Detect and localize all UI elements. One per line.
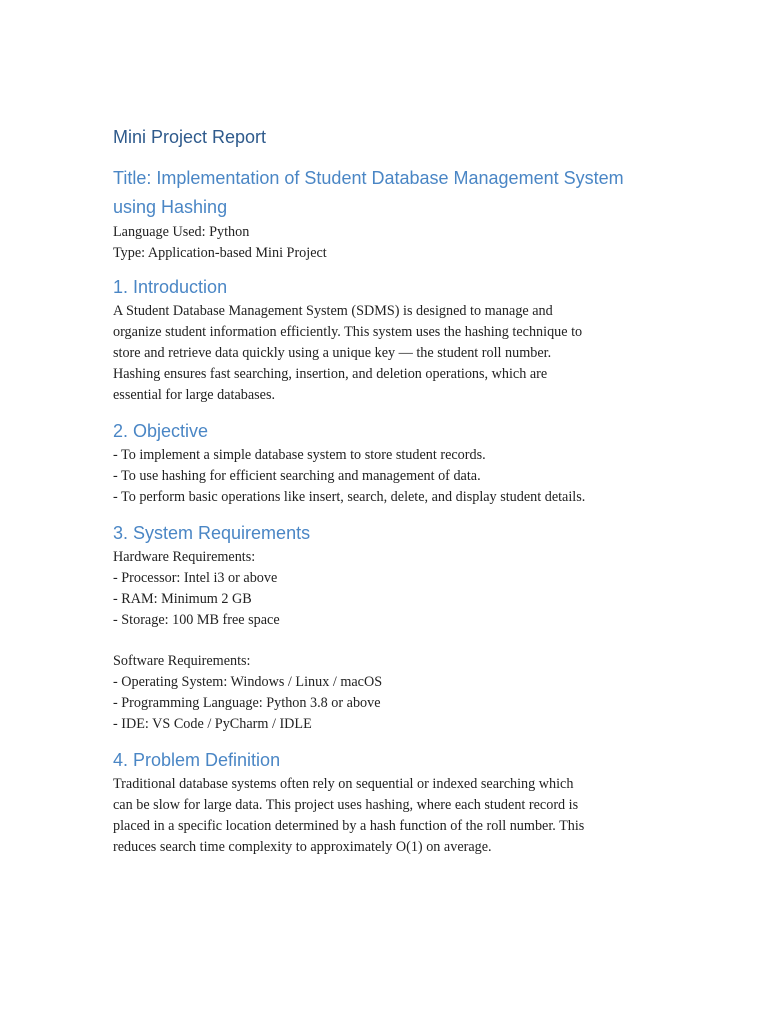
language-used: Language Used: Python xyxy=(113,224,250,240)
list-item: - Operating System: Windows / Linux / macOS xyxy=(113,674,383,690)
paragraph-line: A Student Database Management System (SDMS) is designed to manage and xyxy=(113,303,553,319)
paragraph-line: essential for large databases. xyxy=(113,387,276,403)
software-label: Software Requirements: xyxy=(113,653,251,669)
section-heading-objective: 2. Objective xyxy=(113,421,209,441)
project-title xyxy=(113,164,658,222)
paragraph-line: organize student information efficiently. This system uses the hashing technique to xyxy=(113,324,583,340)
project-type: Type: Application-based Mini Project xyxy=(113,245,327,261)
paragraph-line: can be slow for large data. This project uses hashing, where each student record is xyxy=(113,797,579,813)
section-heading-problem-definition: 4. Problem Definition xyxy=(113,750,281,770)
list-item: - To perform basic operations like insert, search, delete, and display student details. xyxy=(113,489,586,505)
hardware-label: Hardware Requirements: xyxy=(113,549,256,565)
report-heading: Mini Project Report xyxy=(113,127,267,147)
list-item: - Storage: 100 MB free space xyxy=(113,612,280,628)
software-requirements xyxy=(113,651,658,735)
hardware-requirements xyxy=(113,547,658,631)
list-item: - Processor: Intel i3 or above xyxy=(113,570,278,586)
paragraph-line: reduces search time complexity to approximately O(1) on average. xyxy=(113,839,492,855)
list-item: - To implement a simple database system to store student records. xyxy=(113,447,486,463)
paragraph-line: placed in a specific location determined by a hash function of the roll number. This xyxy=(113,818,585,834)
problem-paragraph xyxy=(113,774,658,858)
paragraph-line: store and retrieve data quickly using a unique key — the student roll number. xyxy=(113,345,552,361)
project-title-line-2: using Hashing xyxy=(113,197,228,217)
list-item: - RAM: Minimum 2 GB xyxy=(113,591,252,607)
introduction-paragraph xyxy=(113,301,658,406)
objective-list xyxy=(113,445,658,508)
list-item: - IDE: VS Code / PyCharm / IDLE xyxy=(113,716,312,732)
document-page xyxy=(113,124,658,858)
section-heading-system-requirements: 3. System Requirements xyxy=(113,523,311,543)
list-item: - To use hashing for efficient searching and management of data. xyxy=(113,468,481,484)
section-heading-introduction: 1. Introduction xyxy=(113,277,228,297)
list-item: - Programming Language: Python 3.8 or above xyxy=(113,695,381,711)
project-title-line-1: Title: Implementation of Student Database Management System xyxy=(113,168,624,188)
blank-line xyxy=(113,631,658,651)
paragraph-line: Hashing ensures fast searching, insertion, and deletion operations, which are xyxy=(113,366,548,382)
paragraph-line: Traditional database systems often rely on sequential or indexed searching which xyxy=(113,776,574,792)
